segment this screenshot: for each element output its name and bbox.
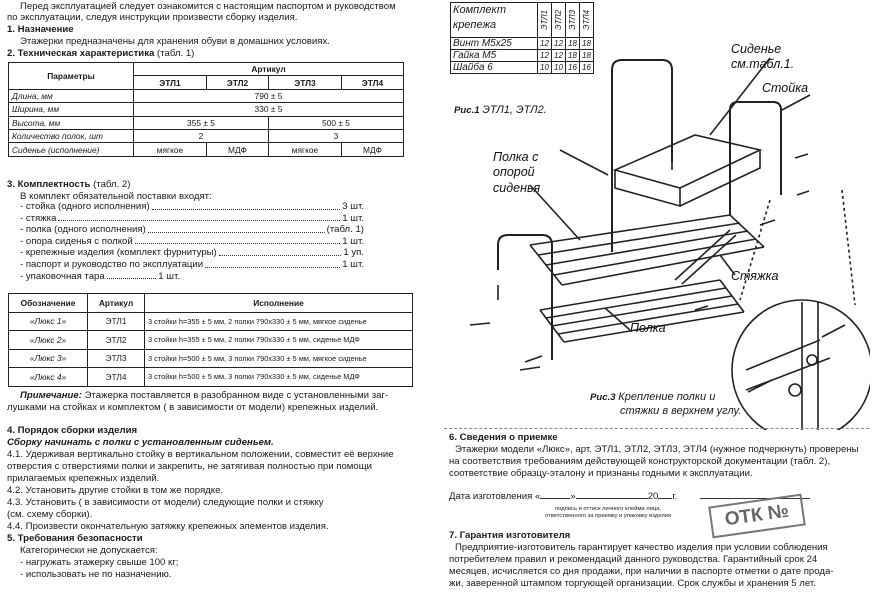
table-row: Шайба 6 10 10 16 16: [451, 62, 594, 74]
list-item: - опора сиденья с полкой 1 шт.: [20, 235, 364, 247]
spec-table: Параметры Артикул ЭТЛ1 ЭТЛ2 ЭТЛ3 ЭТЛ4 Длина, мм 790 ± 5 Ширина, мм 330 ± 5 Высота, мм 355 ± 5 500 ± 5 Количество полок, шт 2 3 Сиденье (исполнение) мягкое МДФ мягкое МДФ: [8, 62, 404, 157]
list-item: - упаковочная тара 1 шт.: [20, 270, 180, 282]
acceptance-line: на соответствия требованиям действующей конструкторской документации (табл. 2),: [449, 456, 831, 467]
detail-circle: [732, 300, 870, 430]
spec-header-params: Параметры: [9, 63, 134, 90]
label-shelf: Полка: [630, 321, 666, 335]
signature-hint: подпись и оттиск личного клейма лица, ответственного за приемку и упаковку изделия: [545, 506, 672, 519]
list-item: - крепежные изделия (комплект фурнитуры) 1 уп.: [20, 247, 364, 259]
fig3-caption: Рис.3 Крепление полки и: [590, 391, 716, 403]
assembly-line: 4.2. Установить другие стойки в том же порядке.: [7, 485, 224, 496]
seat-top: [615, 135, 760, 188]
warranty-line: месяцев, исчисляется со дня продажи, при наличии в паспорте отметки о дате прода-: [449, 566, 834, 577]
assembly-drawing: [430, 40, 870, 430]
assembly-line: отверстия с отверстиями полки и закрепить, не затягивая полностью при помощи: [7, 461, 372, 472]
front-stand: [612, 60, 672, 252]
assembly-line: 4.1. Удерживая вертикально стойку в вертикальном положении, совместит её верхние: [7, 449, 394, 460]
note-line1: Примечание: Этажерка поставляется в разобранном виде с установленными заг-: [20, 390, 389, 401]
intro-line2: по эксплуатации, следуя инструкции произвести сборку изделия.: [7, 12, 298, 23]
seat-front: [615, 170, 680, 206]
note-line2: лушками на стойках и комплектом ( в зависимости от модели) крепежных изделий.: [7, 402, 379, 413]
section-3-sub: В комплект обязательной поставки входят:: [20, 191, 212, 202]
date-line: Дата изготовления « » 20 г.: [449, 491, 810, 503]
assembly-line: 4.3. Установить ( в зависимости от модели) следующие полки и стяжку: [7, 497, 324, 508]
section-7-title: 7. Гарантия изготовителя: [449, 530, 571, 541]
table-row: «Люкс 4» ЭТЛ4 3 стойки h=500 ± 5 мм, 3 полки 790x330 ± 5 мм, сиденье МДФ: [9, 368, 413, 387]
qc-stamp: ОТК №: [708, 494, 806, 539]
table-row: «Люкс 1» ЭТЛ1 3 стойки h=355 ± 5 мм, 2 полки 790x330 ± 5 мм, мягкое сиденье: [9, 312, 413, 331]
fastener-title-1: Комплект: [453, 4, 506, 16]
section-3-title: 3. Комплектность (табл. 2): [7, 179, 131, 190]
fastener-title-2: крепежа: [453, 19, 497, 31]
label-seat-ref: см.табл.1.: [731, 57, 795, 71]
section-1-title: 1. Назначение: [7, 24, 74, 35]
label-shelf-seat-2: опорой: [493, 165, 535, 179]
acceptance-line: Этажерки модели «Люкс», арт. ЭТЛ1, ЭТЛ2, ЭТЛ3, ЭТЛ4 (нужное подчеркнуть) проверены: [455, 444, 859, 455]
section-4-lead: Сборку начинать с полки с установленным сиденьем.: [7, 437, 274, 448]
safety-line: - нагружать этажерку свыше 100 кг;: [20, 557, 179, 568]
assembly-line: (см. схему сборки).: [7, 509, 93, 520]
acceptance-line: соответствие образцу-эталону и признаны годными к эксплуатации.: [449, 468, 753, 479]
kit-list: [20, 201, 364, 282]
list-item: - стойка (одного исполнения) 3 шт.: [20, 201, 364, 212]
fig3-caption-2: стяжки в верхнем углу.: [620, 405, 742, 417]
warranty-line: потребителем правил и рекомендаций данного руководства. Гарантийный срок 24: [449, 554, 818, 565]
variants-table: Обозначение Артикул Исполнение «Люкс 1» ЭТЛ1 3 стойки h=355 ± 5 мм, 2 полки 790x330 ± 5 мм, мягкое сиденье «Люкс 2» ЭТЛ2 3 стойки h=355 ± 5 мм, 2 полки 790x330 ± 5 мм, сиденье МДФ «Люкс 3» ЭТЛ3 3 стойки h=500 ± 5 мм, 3 полки 790x330 ± 5 мм, мягкое сиденье «Люкс 4» ЭТЛ4 3 стойки h=500 ± 5 мм, 3 полки 790x330 ± 5 мм, сиденье МДФ: [8, 293, 413, 387]
back-stand: [730, 102, 781, 215]
label-shelf-seat-3: сиденья: [493, 181, 541, 195]
spec-header-article: Артикул: [134, 63, 404, 76]
assembly-line: 4.4. Произвести окончательную затяжку крепежных элементов изделия.: [7, 521, 329, 532]
section-2-title: 2. Техническая характеристика (табл. 1): [7, 48, 195, 59]
table-row: «Люкс 2» ЭТЛ2 3 стойки h=355 ± 5 мм, 2 полки 790x330 ± 5 мм, сиденье МДФ: [9, 331, 413, 350]
safety-line: - использовать не по назначению.: [20, 569, 172, 580]
section-1-text: Этажерки предназначены для хранения обуви в домашних условиях.: [20, 36, 330, 47]
upper-shelf-slats: [530, 215, 764, 285]
list-item: - паспорт и руководство по эксплуатации 1 шт.: [20, 258, 364, 270]
fastener-table: Комплект крепежа ЭТЛ1 ЭТЛ2 ЭТЛ3 ЭТЛ4 Винт М5x25 12 12 18 18 Гайка М5 12 12 18 18 Шайба 6 10 10 16 16: [450, 2, 594, 74]
intro-line1: Перед эксплуатацией следует ознакомится с настоящим паспортом и руководством: [20, 1, 396, 12]
assembly-line: прилагаемых крепежных изделий.: [7, 473, 160, 484]
fig1-caption: Рис.1 ЭТЛ1, ЭТЛ2.: [454, 104, 547, 116]
list-item: - полка (одного исполнения) (табл. 1): [20, 224, 364, 236]
divider: [444, 428, 869, 429]
section-4-title: 4. Порядок сборки изделия: [7, 425, 138, 436]
label-seat: Сиденье: [731, 42, 782, 56]
warranty-line: жи, заверенной штампом торгующей организации. Срок службы и хранения 5 лет.: [449, 578, 816, 589]
label-shelf-seat-1: Полка с: [493, 150, 539, 164]
section-6-title: 6. Сведения о приемке: [449, 432, 558, 443]
label-tie: Стяжка: [731, 269, 779, 283]
safety-line: Категорически не допускается:: [20, 545, 158, 556]
table-row: «Люкс 3» ЭТЛ3 3 стойки h=500 ± 5 мм, 3 полки 790x330 ± 5 мм, мягкое сиденье: [9, 349, 413, 368]
section-5-title: 5. Требования безопасности: [7, 533, 143, 544]
list-item: - стяжка 1 шт.: [20, 212, 364, 224]
seat-side: [680, 150, 760, 206]
warranty-line: Предприятие-изготовитель гарантирует качество изделия при условии соблюдения: [455, 542, 828, 553]
label-stand: Стойка: [762, 81, 809, 95]
table-row: Гайка М5 12 12 18 18: [451, 50, 594, 62]
table-row: Винт М5x25 12 12 18 18: [451, 38, 594, 50]
